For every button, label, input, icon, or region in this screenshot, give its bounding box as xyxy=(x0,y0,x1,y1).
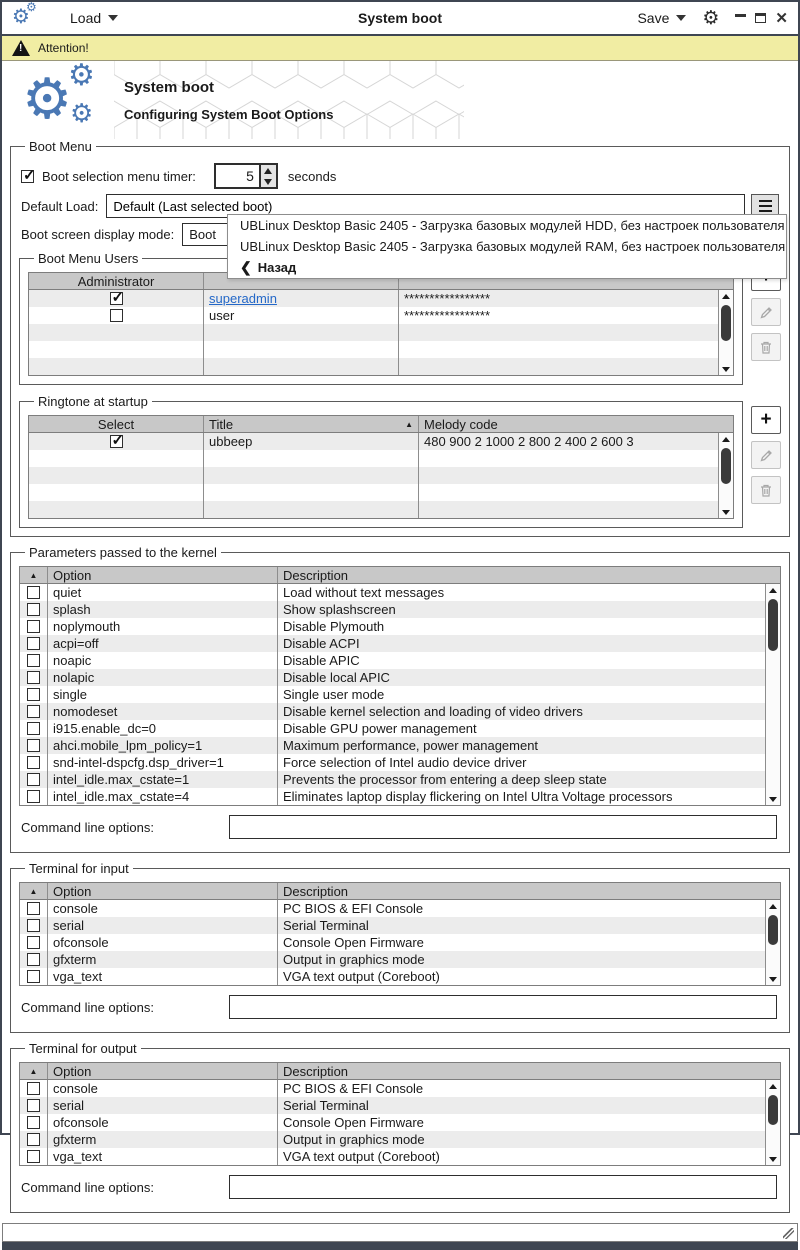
minimize-button[interactable] xyxy=(735,14,746,17)
boot-menu-users-legend: Boot Menu Users xyxy=(38,251,139,266)
attention-label: Attention! xyxy=(38,41,89,55)
scroll-down-button[interactable] xyxy=(766,793,780,805)
tin-col-sort[interactable] xyxy=(20,883,48,899)
app-logo-gears-icon: ⚙ ⚙ ⚙ xyxy=(22,58,95,132)
spinner-down-button[interactable] xyxy=(261,176,276,187)
boot-timer-checkbox[interactable] xyxy=(21,170,34,183)
tin-cmdline-input[interactable] xyxy=(229,995,777,1019)
terminal-output-body xyxy=(20,1080,780,1165)
ringtone-group xyxy=(19,394,743,528)
table-row[interactable]: nolapic Disable local APIC xyxy=(20,669,765,686)
user-login-link[interactable]: superadmin xyxy=(209,291,277,306)
dropdown-item[interactable]: UBLinux Desktop Basic 2405 - Загрузка базовых модулей RAM, без настроек пользователя xyxy=(240,239,786,254)
default-load-dropdown xyxy=(227,214,787,279)
triangle-up-icon xyxy=(769,1084,777,1089)
option-checkbox[interactable] xyxy=(27,953,40,966)
option-checkbox[interactable] xyxy=(27,773,40,786)
option-checkbox[interactable] xyxy=(27,756,40,769)
ringtone-col-melody[interactable]: Melody code xyxy=(424,416,498,432)
header-banner xyxy=(2,58,798,139)
display-mode-label: Boot screen display mode: xyxy=(21,227,175,242)
sort-asc-icon: ▲ xyxy=(29,1066,38,1076)
table-row[interactable] xyxy=(29,290,718,307)
option-checkbox[interactable] xyxy=(27,919,40,932)
option-checkbox[interactable] xyxy=(27,1150,40,1163)
kernel-col-description[interactable]: Description xyxy=(283,567,349,583)
user-login: user xyxy=(204,307,399,324)
sort-asc-icon: ▲ xyxy=(405,419,413,429)
option-checkbox[interactable] xyxy=(27,902,40,915)
scrollbar-thumb[interactable] xyxy=(768,599,778,651)
chevron-down-icon xyxy=(676,15,686,21)
settings-gear-icon[interactable]: ⚙ xyxy=(702,6,720,29)
window-bottom-frame xyxy=(2,1242,798,1250)
delete-ringtone-button[interactable] xyxy=(751,476,781,504)
ringtone-table-header[interactable] xyxy=(29,416,733,433)
users-table xyxy=(28,272,734,376)
table-row[interactable]: splash Show splashscreen xyxy=(20,601,765,618)
trash-icon xyxy=(759,340,773,355)
table-row[interactable]: gfxterm Output in graphics mode xyxy=(20,951,765,968)
table-row[interactable]: ofconsole Console Open Firmware xyxy=(20,934,765,951)
tout-col-description[interactable]: Description xyxy=(283,1063,349,1079)
triangle-up-icon xyxy=(722,294,730,299)
scroll-down-button[interactable] xyxy=(766,1153,780,1165)
vertical-scrollbar[interactable] xyxy=(718,290,733,375)
edit-user-button[interactable] xyxy=(751,298,781,326)
table-row[interactable]: console PC BIOS & EFI Console xyxy=(20,900,765,917)
option-checkbox[interactable] xyxy=(27,722,40,735)
kernel-col-option[interactable]: Option xyxy=(48,567,278,583)
table-row[interactable] xyxy=(29,307,718,324)
kernel-params-table xyxy=(19,566,781,806)
triangle-up-icon xyxy=(264,168,272,174)
vertical-scrollbar[interactable] xyxy=(765,900,780,985)
display-mode-value: Boot xyxy=(189,227,216,242)
ringtone-select-checkbox[interactable] xyxy=(110,435,123,448)
terminal-output-legend: Terminal for output xyxy=(29,1041,137,1056)
table-row[interactable]: nomodeset Disable kernel selection and loading of video drivers xyxy=(20,703,765,720)
scroll-up-button[interactable] xyxy=(719,290,733,302)
option-checkbox[interactable] xyxy=(27,1082,40,1095)
table-row[interactable]: intel_idle.max_cstate=1 Prevents the processor from entering a deep sleep state xyxy=(20,771,765,788)
table-row[interactable]: console PC BIOS & EFI Console xyxy=(20,1080,765,1097)
kernel-params-legend: Parameters passed to the kernel xyxy=(29,545,217,560)
pencil-icon xyxy=(759,305,774,320)
spinner-up-button[interactable] xyxy=(261,165,276,176)
user-password: ***************** xyxy=(404,291,491,306)
banner-subtitle: Configuring System Boot Options xyxy=(124,107,334,122)
boot-menu-legend: Boot Menu xyxy=(29,139,92,154)
option-checkbox[interactable] xyxy=(27,1116,40,1129)
tin-cmdline-row xyxy=(21,995,779,1019)
boot-timer-value: 5 xyxy=(246,168,254,184)
vertical-scrollbar[interactable] xyxy=(718,433,733,518)
terminal-input-legend: Terminal for input xyxy=(29,861,129,876)
triangle-down-icon xyxy=(722,510,730,515)
option-checkbox[interactable] xyxy=(27,637,40,650)
chevron-left-icon: ❮ xyxy=(240,259,252,275)
ringtone-table xyxy=(28,415,734,519)
ringtone-col-title[interactable]: Title ▲ xyxy=(204,416,419,432)
scrollbar-thumb[interactable] xyxy=(721,448,731,484)
delete-user-button[interactable] xyxy=(751,333,781,361)
table-row[interactable]: acpi=off Disable ACPI xyxy=(20,635,765,652)
boot-timer-row xyxy=(21,163,779,189)
scroll-down-button[interactable] xyxy=(719,363,733,375)
boot-menu-group xyxy=(10,139,790,537)
scroll-up-button[interactable] xyxy=(766,900,780,912)
pencil-icon xyxy=(759,448,774,463)
sort-asc-icon: ▲ xyxy=(29,886,38,896)
triangle-down-icon xyxy=(769,977,777,982)
kernel-cmdline-row xyxy=(21,815,779,839)
terminal-input-header[interactable] xyxy=(20,883,780,900)
boot-timer-unit: seconds xyxy=(287,168,337,184)
users-col-administrator[interactable]: Administrator xyxy=(29,273,204,289)
user-password: ***************** xyxy=(404,308,491,323)
admin-checkbox[interactable] xyxy=(110,309,123,322)
banner-title: System boot xyxy=(124,79,215,96)
option-checkbox[interactable] xyxy=(27,688,40,701)
table-row[interactable]: single Single user mode xyxy=(20,686,765,703)
ringtone-title: ubbeep xyxy=(204,433,419,450)
vertical-scrollbar[interactable] xyxy=(765,1080,780,1165)
scroll-up-button[interactable] xyxy=(719,433,733,445)
scrollbar-thumb[interactable] xyxy=(721,305,731,341)
table-row[interactable]: ofconsole Console Open Firmware xyxy=(20,1114,765,1131)
scrollbar-thumb[interactable] xyxy=(768,915,778,945)
table-row xyxy=(29,358,718,375)
table-row[interactable]: serial Serial Terminal xyxy=(20,917,765,934)
default-load-label: Default Load: xyxy=(21,198,99,214)
option-checkbox[interactable] xyxy=(27,970,40,983)
dropdown-back-item[interactable] xyxy=(228,257,786,278)
tin-cmdline-label: Command line options: xyxy=(21,999,154,1015)
kernel-col-sort[interactable] xyxy=(20,567,48,583)
sort-asc-icon: ▲ xyxy=(29,570,38,580)
attention-banner xyxy=(2,36,798,61)
table-row[interactable]: vga_text VGA text output (Coreboot) xyxy=(20,968,765,985)
close-button[interactable]: ✕ xyxy=(775,9,788,27)
status-bar xyxy=(2,1223,798,1242)
triangle-up-icon xyxy=(769,588,777,593)
table-row[interactable]: serial Serial Terminal xyxy=(20,1097,765,1114)
dropdown-back-label: Назад xyxy=(257,260,297,275)
kernel-params-group xyxy=(10,545,790,853)
save-menu-label: Save xyxy=(637,10,670,26)
table-row xyxy=(29,501,718,518)
table-row[interactable]: noapic Disable APIC xyxy=(20,652,765,669)
users-table-body xyxy=(29,290,733,375)
option-checkbox[interactable] xyxy=(27,790,40,803)
admin-checkbox[interactable] xyxy=(110,292,123,305)
dropdown-item[interactable]: UBLinux Desktop Basic 2405 - Загрузка базовых модулей HDD, без настроек пользователя xyxy=(240,218,785,233)
option-checkbox[interactable] xyxy=(27,936,40,949)
option-checkbox[interactable] xyxy=(27,739,40,752)
option-checkbox[interactable] xyxy=(27,620,40,633)
table-row xyxy=(29,467,718,484)
triangle-up-icon xyxy=(769,904,777,909)
triangle-down-icon xyxy=(769,1157,777,1162)
table-row[interactable]: snd-intel-dspcfg.dsp_driver=1 Force selection of Intel audio device driver xyxy=(20,754,765,771)
scroll-down-button[interactable] xyxy=(766,973,780,985)
maximize-button[interactable] xyxy=(755,13,766,23)
terminal-output-table xyxy=(19,1062,781,1166)
table-row[interactable]: gfxterm Output in graphics mode xyxy=(20,1131,765,1148)
title-bar xyxy=(2,2,798,36)
table-row[interactable]: intel_idle.max_cstate=4 Eliminates laptop display flickering on Intel Ultra Voltage processors xyxy=(20,788,765,805)
app-gears-icon: ⚙ ⚙ xyxy=(12,0,37,28)
tin-col-description[interactable]: Description xyxy=(283,883,349,899)
table-row xyxy=(29,324,718,341)
scroll-up-button[interactable] xyxy=(766,584,780,596)
ringtone-col-select[interactable]: Select xyxy=(29,416,204,432)
trash-icon xyxy=(759,483,773,498)
load-menu-button[interactable] xyxy=(70,10,118,26)
ringtone-actions xyxy=(751,394,781,504)
scroll-up-button[interactable] xyxy=(766,1080,780,1092)
load-menu-label: Load xyxy=(70,10,102,26)
ringtone-melody: 480 900 2 1000 2 800 2 400 2 600 3 xyxy=(424,434,634,449)
scroll-down-button[interactable] xyxy=(719,506,733,518)
window-title: System boot xyxy=(357,10,442,26)
table-row[interactable] xyxy=(29,433,718,450)
save-menu-button[interactable] xyxy=(637,10,686,26)
kernel-table-header[interactable] xyxy=(20,567,780,584)
vertical-scrollbar[interactable] xyxy=(765,584,780,805)
kernel-cmdline-label: Command line options: xyxy=(21,819,154,835)
option-checkbox[interactable] xyxy=(27,654,40,667)
tout-col-option[interactable]: Option xyxy=(48,1063,278,1079)
option-checkbox[interactable] xyxy=(27,671,40,684)
triangle-up-icon xyxy=(722,437,730,442)
kernel-cmdline-input[interactable] xyxy=(229,815,777,839)
ringtone-legend: Ringtone at startup xyxy=(38,394,148,409)
option-checkbox[interactable] xyxy=(27,603,40,616)
scrollbar-thumb[interactable] xyxy=(768,1095,778,1125)
tin-col-option[interactable]: Option xyxy=(48,883,278,899)
triangle-down-icon xyxy=(769,797,777,802)
tout-col-sort[interactable] xyxy=(20,1063,48,1079)
terminal-output-header[interactable] xyxy=(20,1063,780,1080)
option-checkbox[interactable] xyxy=(27,1099,40,1112)
terminal-input-body xyxy=(20,900,780,985)
resize-grip[interactable] xyxy=(783,1228,794,1239)
triangle-down-icon xyxy=(264,179,272,185)
terminal-output-group xyxy=(10,1041,790,1213)
option-checkbox[interactable] xyxy=(27,705,40,718)
table-row xyxy=(29,341,718,358)
boot-timer-spinner[interactable] xyxy=(214,163,278,189)
chevron-down-icon xyxy=(108,15,118,21)
warning-icon xyxy=(12,40,30,56)
hexagon-pattern xyxy=(114,61,464,139)
table-row xyxy=(29,484,718,501)
tout-cmdline-label: Command line options: xyxy=(21,1179,154,1195)
table-row[interactable]: quiet Load without text messages xyxy=(20,584,765,601)
edit-ringtone-button[interactable] xyxy=(751,441,781,469)
add-ringtone-button[interactable]: + xyxy=(751,406,781,434)
table-row[interactable]: ahci.mobile_lpm_policy=1 Maximum performance, power management xyxy=(20,737,765,754)
triangle-down-icon xyxy=(722,367,730,372)
boot-timer-label: Boot selection menu timer: xyxy=(42,168,196,184)
terminal-input-table xyxy=(19,882,781,986)
kernel-table-body xyxy=(20,584,780,805)
tout-cmdline-input[interactable] xyxy=(229,1175,777,1199)
table-row xyxy=(29,450,718,467)
tout-cmdline-row xyxy=(21,1175,779,1199)
ringtone-table-body xyxy=(29,433,733,518)
terminal-input-group xyxy=(10,861,790,1033)
hamburger-icon xyxy=(759,205,772,208)
table-row[interactable]: vga_text VGA text output (Coreboot) xyxy=(20,1148,765,1165)
option-checkbox[interactable] xyxy=(27,586,40,599)
table-row[interactable]: noplymouth Disable Plymouth xyxy=(20,618,765,635)
table-row[interactable]: i915.enable_dc=0 Disable GPU power management xyxy=(20,720,765,737)
